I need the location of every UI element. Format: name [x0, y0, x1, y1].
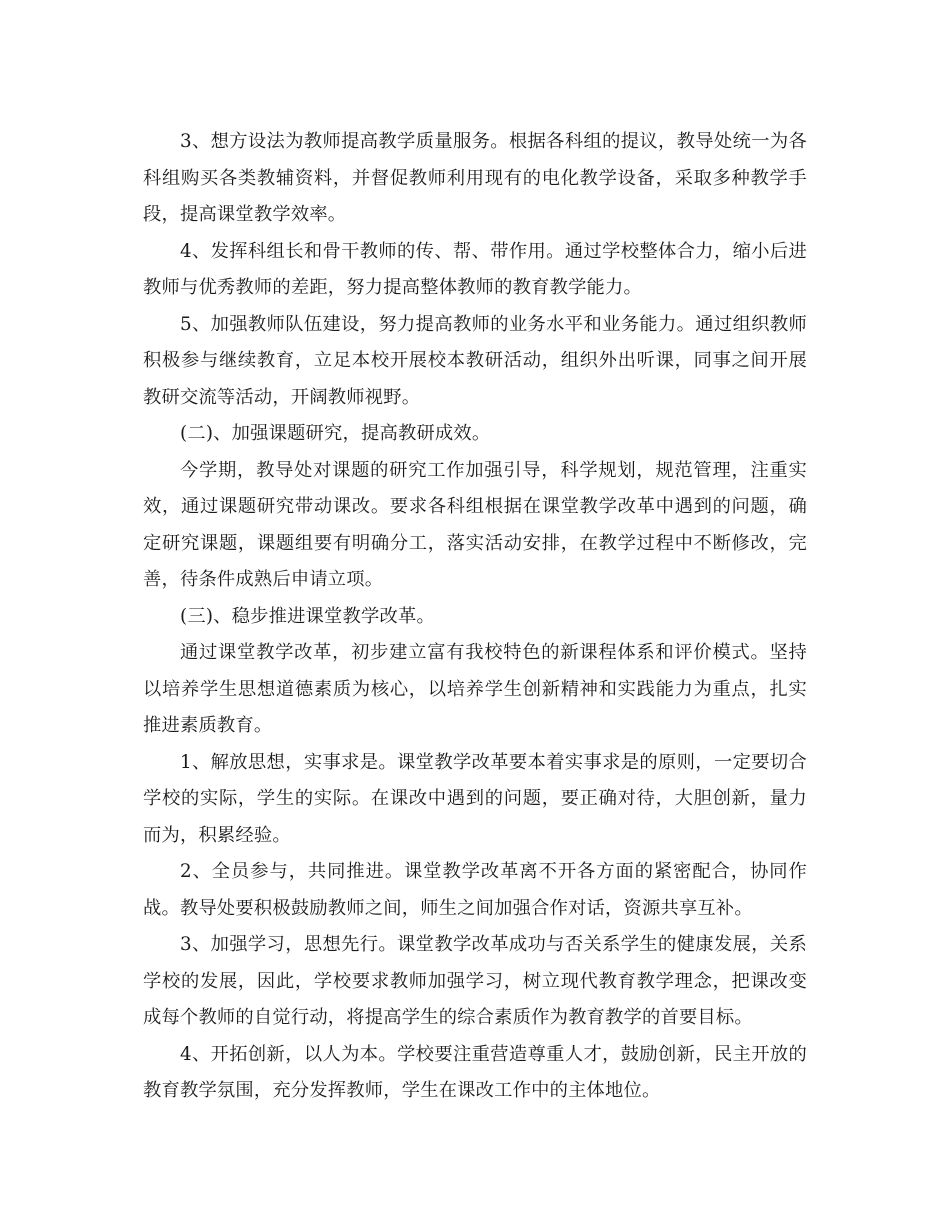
paragraph-item-4-leaders: 4、发挥科组长和骨干教师的传、帮、带作用。通过学校整体合力，缩小后进教师与优秀教师的差距，努力提高整体教师的教育教学能力。 — [143, 240, 807, 298]
paragraph-item-4-innovation: 4、开拓创新，以人为本。学校要注重营造尊重人才，鼓励创新，民主开放的教育教学氛围，充分发挥教师，学生在课改工作中的主体地位。 — [143, 1043, 807, 1101]
paragraph-reform-intro: 通过课堂教学改革，初步建立富有我校特色的新课程体系和评价模式。坚持以培养学生思想道德素质为核心，以培养学生创新精神和实践能力为重点，扎实推进素质教育。 — [143, 642, 807, 736]
section-heading-3: (三)、稳步推进课堂教学改革。 — [180, 605, 435, 627]
section-heading-2: (二)、加强课题研究，提高教研成效。 — [180, 423, 491, 444]
paragraph-item-1-ideas: 1、解放思想，实事求是。课堂教学改革要本着实事求是的原则，一定要切合学校的实际，学生的实际。在课改中遇到的问题，要正确对待，大胆创新，量力而为，积累经验。 — [143, 751, 807, 846]
paragraph-item-2-participation: 2、全员参与，共同推进。课堂教学改革离不开各方面的紧密配合，协同作战。教导处要积极鼓励教师之间，师生之间加强合作对话，资源共享互补。 — [143, 861, 807, 919]
document-body — [143, 124, 807, 1110]
paragraph-item-3-learning: 3、加强学习，思想先行。课堂教学改革成功与否关系学生的健康发展，关系学校的发展，因此，学校要求教师加强学习，树立现代教育教学理念，把课改变成每个教师的自觉行动，将提高学生的综合素质作为教育教学的首要目标。 — [143, 934, 807, 1028]
paragraph-item-5-team: 5、加强教师队伍建设，努力提高教师的业务水平和业务能力。通过组织教师积极参与继续教育，立足本校开展校本教研活动，组织外出听课，同事之间开展教研交流等活动，开阔教师视野。 — [143, 313, 807, 408]
paragraph-item-3-service: 3、想方设法为教师提高教学质量服务。根据各科组的提议，教导处统一为各科组购买各类教辅资料，并督促教师利用现有的电化教学设备，采取多种教学手段，提高课堂教学效率。 — [143, 131, 807, 225]
paragraph-research: 今学期，教导处对课题的研究工作加强引导，科学规划，规范管理，注重实效，通过课题研究带动课改。要求各科组根据在课堂教学改革中遇到的问题，确定研究课题，课题组要有明确分工，落实活动安排，在教学过程中不断修改，完善，待条件成熟后申请立项。 — [143, 459, 807, 590]
